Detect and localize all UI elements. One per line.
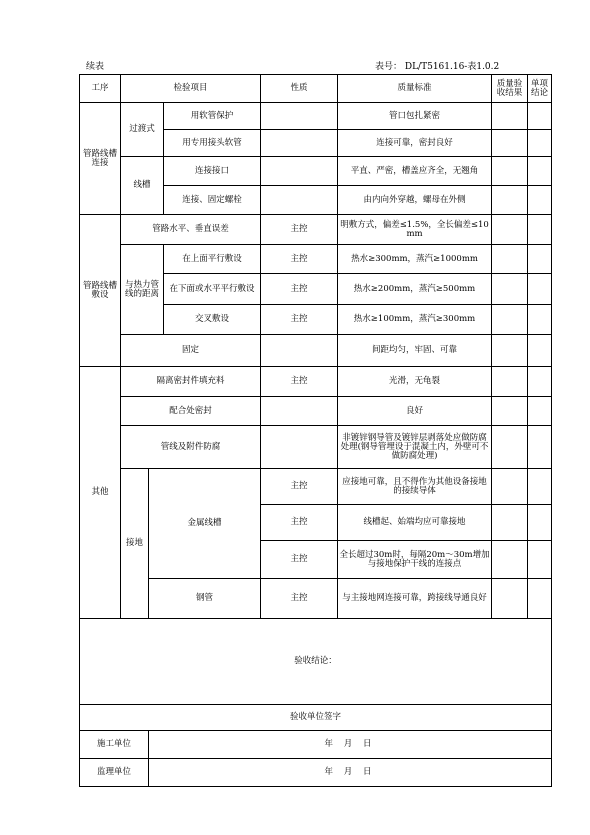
- item-cell: 交叉敷设: [164, 305, 261, 335]
- standard-cell: 平直、严密，槽盖应齐全，无翘角: [338, 157, 492, 186]
- nature-cell: 主控: [261, 541, 338, 579]
- result-cell[interactable]: [492, 245, 528, 274]
- standard-cell: 非镀锌钢导管及镀锌层剥落处应做防腐处理(钢导管埋设于混凝土内，外壁可不做防腐处理): [338, 426, 492, 469]
- column-header-row: [80, 75, 552, 103]
- nature-cell: 主控: [261, 579, 338, 619]
- result-cell[interactable]: [492, 367, 528, 397]
- item-cell: 用专用接头软管: [164, 130, 261, 157]
- single-cell[interactable]: [528, 305, 552, 335]
- item-cell: 配合处密封: [121, 397, 261, 426]
- result-cell[interactable]: [492, 186, 528, 215]
- result-cell[interactable]: [492, 130, 528, 157]
- result-cell[interactable]: [492, 305, 528, 335]
- result-cell[interactable]: [492, 397, 528, 426]
- single-cell[interactable]: [528, 274, 552, 305]
- table-row: [80, 335, 552, 367]
- item-cell: 隔离密封件填充料: [121, 367, 261, 397]
- table-row: [80, 426, 552, 469]
- standard-cell: 与主接地网连接可靠，跨接线导通良好: [338, 579, 492, 619]
- col-standard: 质量标准: [338, 75, 492, 103]
- sub-trunking: 线槽: [121, 157, 164, 215]
- single-cell[interactable]: [528, 215, 552, 245]
- col-result: 质量验收结果: [492, 75, 528, 103]
- item-cell: 钢管: [149, 579, 261, 619]
- supervision-row: [80, 759, 552, 787]
- result-cell[interactable]: [492, 469, 528, 505]
- col-item: 检验项目: [121, 75, 261, 103]
- construction-label: 施工单位: [80, 731, 149, 759]
- sub-thermal-distance: 与热力管线的距离: [121, 245, 164, 335]
- single-cell[interactable]: [528, 541, 552, 579]
- single-cell[interactable]: [528, 103, 552, 130]
- standard-cell: 间距均匀，牢固、可靠: [338, 335, 492, 367]
- nature-cell: [261, 186, 338, 215]
- group-other: 其他: [80, 367, 121, 619]
- nature-cell: 主控: [261, 274, 338, 305]
- nature-cell: 主控: [261, 469, 338, 505]
- standard-cell: 连接可靠，密封良好: [338, 130, 492, 157]
- standard-cell: 由内向外穿越，螺母在外侧: [338, 186, 492, 215]
- col-process: 工序: [80, 75, 121, 103]
- item-cell: 管线及附件防腐: [121, 426, 261, 469]
- table-row: [80, 245, 552, 274]
- standard-cell: 热水≥200mm，蒸汽≥500mm: [338, 274, 492, 305]
- result-cell[interactable]: [492, 426, 528, 469]
- header-form-number: 表号： DL/T5161.16-表1.0.2: [375, 62, 500, 72]
- result-cell[interactable]: [492, 274, 528, 305]
- nature-cell: [261, 335, 338, 367]
- supervision-date[interactable]: 年 月 日: [149, 759, 552, 787]
- item-cell: 在上面平行敷设: [164, 245, 261, 274]
- item-cell: 连接、固定螺栓: [164, 186, 261, 215]
- item-cell: 用软管保护: [164, 103, 261, 130]
- single-cell[interactable]: [528, 186, 552, 215]
- standard-cell: 全长超过30m时，每隔20m～30m增加与接地保护干线的连接点: [338, 541, 492, 579]
- table-row: [80, 469, 552, 505]
- nature-cell: 主控: [261, 215, 338, 245]
- standard-cell: 线槽起、始端均应可靠接地: [338, 505, 492, 541]
- nature-cell: [261, 397, 338, 426]
- table-row: [80, 157, 552, 186]
- item-cell: 管路水平、垂直误差: [121, 215, 261, 245]
- single-cell[interactable]: [528, 367, 552, 397]
- single-cell[interactable]: [528, 245, 552, 274]
- inspection-table: [79, 74, 552, 787]
- construction-date[interactable]: 年 月 日: [149, 731, 552, 759]
- table-row: [80, 215, 552, 245]
- sign-title-row: [80, 705, 552, 731]
- nature-cell: 主控: [261, 505, 338, 541]
- table-row: [80, 103, 552, 130]
- single-cell[interactable]: [528, 579, 552, 619]
- item-cell: 连接接口: [164, 157, 261, 186]
- table-row: [80, 579, 552, 619]
- standard-cell: 热水≥100mm，蒸汽≥300mm: [338, 305, 492, 335]
- nature-cell: [261, 426, 338, 469]
- supervision-label: 监理单位: [80, 759, 149, 787]
- result-cell[interactable]: [492, 579, 528, 619]
- table-row: [80, 397, 552, 426]
- result-cell[interactable]: [492, 157, 528, 186]
- nature-cell: 主控: [261, 367, 338, 397]
- standard-cell: 明敷方式，偏差≤1.5%，全长偏差≤10mm: [338, 215, 492, 245]
- single-cell[interactable]: [528, 335, 552, 367]
- sign-title: 验收单位签字: [80, 705, 552, 731]
- group-pipe-connection: 管路线槽连接: [80, 103, 121, 215]
- sub-transition: 过渡式: [121, 103, 164, 157]
- result-cell[interactable]: [492, 103, 528, 130]
- group-pipe-laying: 管路线槽敷设: [80, 215, 121, 367]
- col-single: 单项结论: [528, 75, 552, 103]
- table-row: [80, 367, 552, 397]
- single-cell[interactable]: [528, 157, 552, 186]
- single-cell[interactable]: [528, 505, 552, 541]
- result-cell[interactable]: [492, 541, 528, 579]
- nature-cell: [261, 157, 338, 186]
- single-cell[interactable]: [528, 426, 552, 469]
- standard-cell: 管口包扎紧密: [338, 103, 492, 130]
- standard-cell: 热水≥300mm，蒸汽≥1000mm: [338, 245, 492, 274]
- sub-metal-trunking: 金属线槽: [149, 469, 261, 579]
- item-cell: 在下面或水平平行敷设: [164, 274, 261, 305]
- single-cell[interactable]: [528, 397, 552, 426]
- conclusion-row: [80, 619, 552, 705]
- sub-grounding: 接地: [121, 469, 149, 619]
- conclusion-field[interactable]: 验收结论：: [80, 619, 552, 705]
- nature-cell: 主控: [261, 305, 338, 335]
- nature-cell: [261, 103, 338, 130]
- col-nature: 性质: [261, 75, 338, 103]
- result-cell[interactable]: [492, 335, 528, 367]
- result-cell[interactable]: [492, 505, 528, 541]
- single-cell[interactable]: [528, 469, 552, 505]
- standard-cell: 良好: [338, 397, 492, 426]
- header-continued: 续表: [86, 62, 105, 72]
- item-cell: 固定: [121, 335, 261, 367]
- result-cell[interactable]: [492, 215, 528, 245]
- standard-cell: 应接地可靠，且不得作为其他设备接地的接续导体: [338, 469, 492, 505]
- construction-row: [80, 731, 552, 759]
- nature-cell: 主控: [261, 245, 338, 274]
- nature-cell: [261, 130, 338, 157]
- standard-cell: 光滑，无龟裂: [338, 367, 492, 397]
- single-cell[interactable]: [528, 130, 552, 157]
